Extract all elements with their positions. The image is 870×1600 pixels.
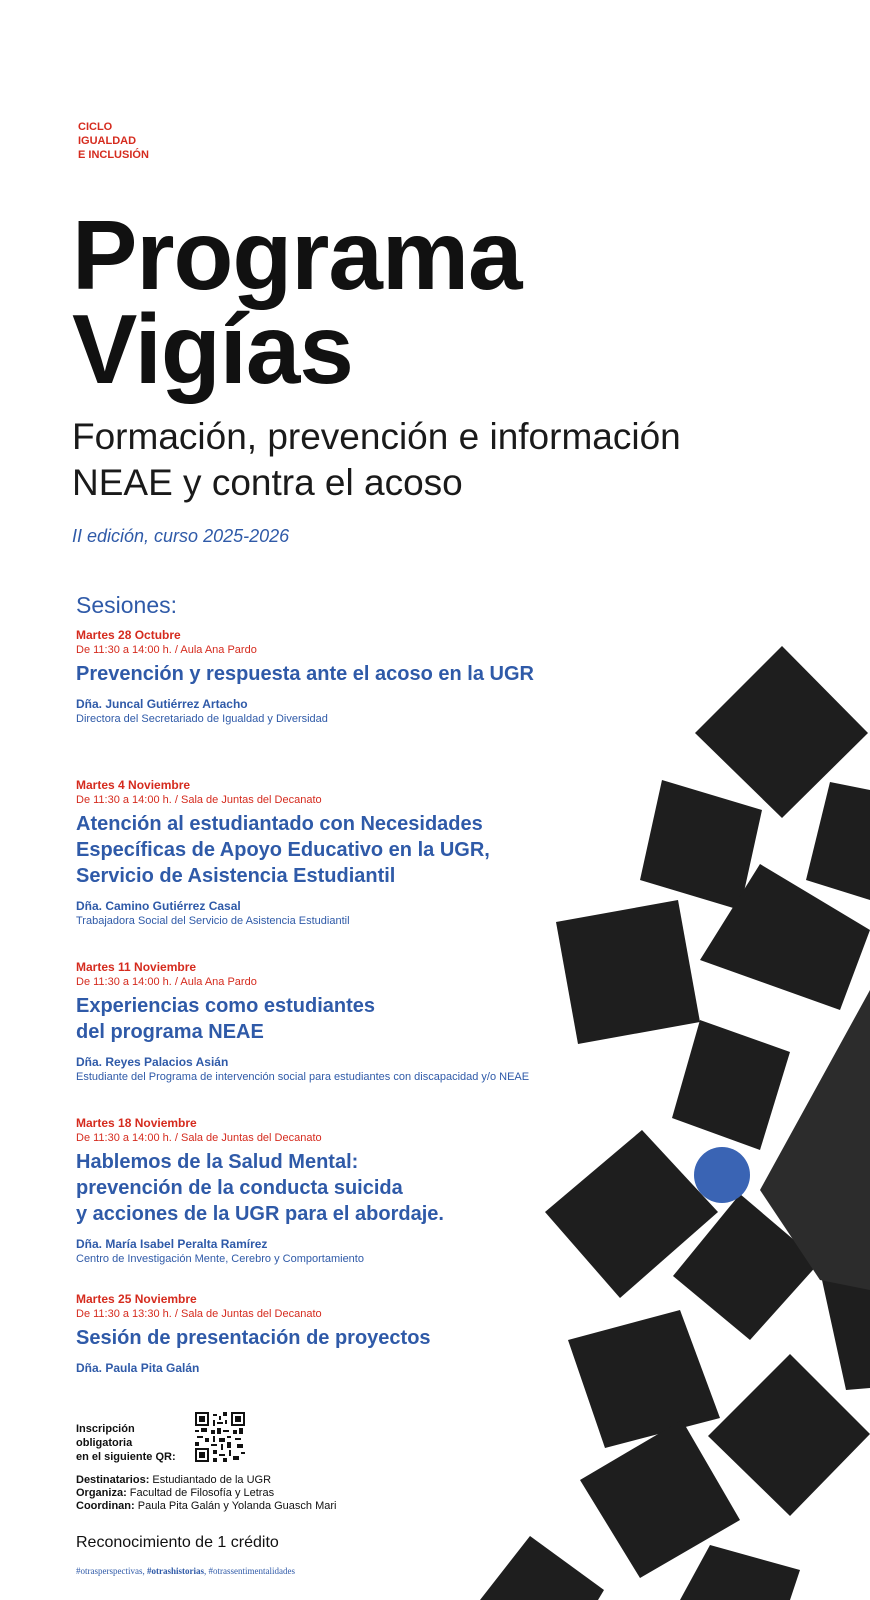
session-time-place: De 11:30 a 14:00 h. / Sala de Juntas del Decanato — [76, 1132, 322, 1144]
session-speaker-role: Centro de Investigación Mente, Cerebro y Comportamiento — [76, 1253, 364, 1265]
session-title-line: y acciones de la UGR para el abordaje. — [76, 1203, 444, 1225]
session-date: Martes 4 Noviembre — [76, 778, 191, 792]
session-title-line: Prevención y respuesta ante el acoso en la UGR — [76, 663, 534, 685]
title-line-2: Vigías — [72, 294, 353, 404]
session-speaker: Dña. Paula Pita Galán — [76, 1361, 200, 1375]
session-title-line: Hablemos de la Salud Mental: — [76, 1151, 359, 1173]
cycle-line-1: CICLO — [78, 121, 113, 133]
square-shape — [480, 1536, 604, 1600]
registration-line-2: obligatoria — [76, 1437, 133, 1449]
recipients-line — [76, 1474, 336, 1487]
session-title-line: Sesión de presentación de proyectos — [76, 1327, 431, 1349]
session-speaker: Dña. María Isabel Peralta Ramírez — [76, 1237, 268, 1251]
cycle-label — [78, 120, 149, 162]
credit-recognition: Reconocimiento de 1 crédito — [76, 1534, 279, 1551]
session-speaker-role: Directora del Secretariado de Igualdad y Diversidad — [76, 713, 328, 725]
large-gray-square-shape — [760, 990, 870, 1290]
session-title-line: Específicas de Apoyo Educativo en la UGR, — [76, 839, 490, 861]
hashtag[interactable]: #otrasperspectivas — [76, 1566, 143, 1576]
organizer-value: Facultad de Filosofía y Letras — [129, 1487, 275, 1499]
square-shape — [673, 1194, 820, 1340]
sessions-heading: Sesiones: — [76, 592, 178, 618]
square-shape — [806, 782, 870, 900]
square-shape — [822, 1270, 870, 1390]
session-speaker: Dña. Juncal Gutiérrez Artacho — [76, 697, 248, 711]
session-title — [76, 661, 636, 687]
session-speaker: Dña. Camino Gutiérrez Casal — [76, 899, 241, 913]
registration-label — [76, 1422, 176, 1464]
subtitle-line-1: Formación, prevención e información — [72, 416, 681, 457]
registration-line-3: en el siguiente QR: — [76, 1451, 176, 1463]
session-title-line: del programa NEAE — [76, 1021, 264, 1043]
organizer-line — [76, 1487, 336, 1500]
session-title — [76, 1325, 636, 1351]
square-shape — [640, 780, 762, 910]
session-title-line: Experiencias como estudiantes — [76, 995, 376, 1017]
edition-label: II edición, curso 2025-2026 — [72, 526, 290, 546]
session-date: Martes 11 Noviembre — [76, 960, 197, 974]
cycle-line-2: IGUALDAD — [78, 135, 137, 147]
hashtags: #otrasperspectivas, #otrashistorias, #otrassentimentalidades — [76, 1566, 295, 1576]
hashtag[interactable]: #otrassentimentalidades — [208, 1566, 295, 1576]
session-time-place: De 11:30 a 14:00 h. / Aula Ana Pardo — [76, 976, 257, 988]
cycle-line-3: E INCLUSIÓN — [78, 149, 149, 161]
session-item — [76, 1292, 636, 1376]
session-item — [76, 778, 636, 928]
title-line-1: Programa — [72, 200, 522, 310]
blue-circle — [694, 1147, 750, 1203]
square-shape — [695, 646, 868, 818]
square-shape — [580, 1420, 740, 1578]
square-shape — [672, 1020, 790, 1150]
registration-line-1: Inscripción — [76, 1423, 135, 1435]
square-shape — [680, 1545, 800, 1600]
organizer-label: Organiza: — [76, 1487, 127, 1499]
qr-code[interactable] — [195, 1412, 245, 1462]
session-date: Martes 25 Noviembre — [76, 1292, 197, 1306]
session-date: Martes 18 Noviembre — [76, 1116, 197, 1130]
session-time-place: De 11:30 a 14:00 h. / Aula Ana Pardo — [76, 644, 257, 656]
session-title — [76, 811, 636, 889]
event-info — [76, 1474, 336, 1513]
session-speaker: Dña. Reyes Palacios Asián — [76, 1055, 229, 1069]
subtitle — [72, 414, 681, 506]
square-shape — [708, 1354, 870, 1516]
recipients-label: Destinatarios: — [76, 1474, 150, 1486]
coordinators-value: Paula Pita Galán y Yolanda Guasch Mari — [137, 1500, 337, 1512]
session-title-line: Servicio de Asistencia Estudiantil — [76, 865, 396, 887]
recipients-value: Estudiantado de la UGR — [152, 1474, 272, 1486]
session-item — [76, 1116, 636, 1266]
page-title — [72, 200, 522, 404]
session-title-line: Atención al estudiantado con Necesidades — [76, 813, 483, 835]
session-date: Martes 28 Octubre — [76, 628, 181, 642]
session-speaker-role: Trabajadora Social del Servicio de Asistencia Estudiantil — [76, 915, 350, 927]
square-shape — [700, 864, 870, 1010]
session-title-line: prevención de la conducta suicida — [76, 1177, 403, 1199]
session-title — [76, 1149, 636, 1227]
session-time-place: De 11:30 a 14:00 h. / Sala de Juntas del Decanato — [76, 794, 322, 806]
session-speaker-role: Estudiante del Programa de intervención social para estudiantes con discapacidad y/o NEAE — [76, 1071, 530, 1083]
session-title — [76, 993, 636, 1045]
coordinators-label: Coordinan: — [76, 1500, 135, 1512]
subtitle-line-2: NEAE y contra el acoso — [72, 462, 463, 503]
hashtag[interactable]: #otrashistorias — [146, 1566, 204, 1576]
session-item — [76, 628, 636, 726]
session-time-place: De 11:30 a 13:30 h. / Sala de Juntas del Decanato — [76, 1308, 322, 1320]
coordinators-line — [76, 1500, 336, 1513]
session-item — [76, 960, 636, 1084]
